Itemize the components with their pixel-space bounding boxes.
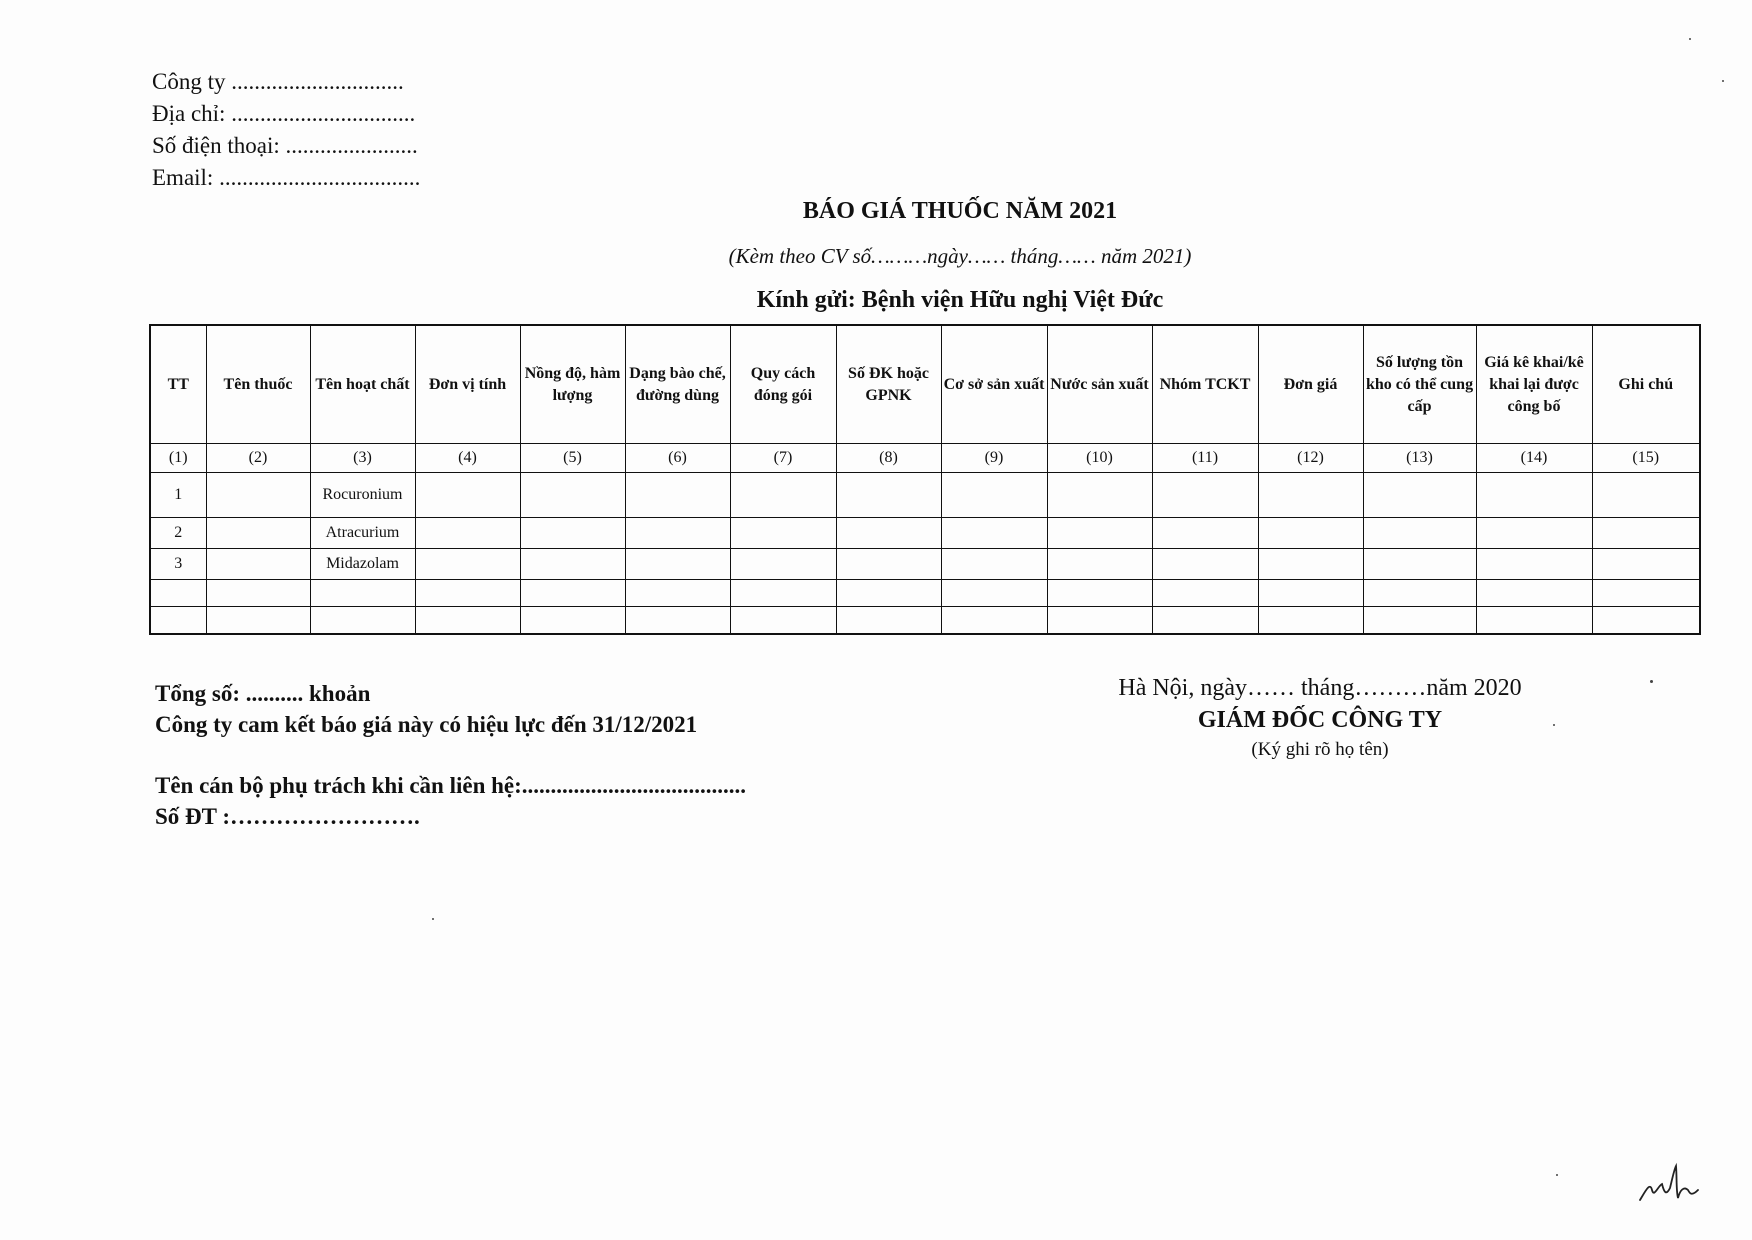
header-cell: Dạng bào chế, đường dùng <box>625 325 730 444</box>
table-cell: 2 <box>150 518 206 549</box>
table-cell <box>150 580 206 607</box>
table-cell <box>941 473 1047 518</box>
recipient-line: Kính gửi: Bệnh viện Hữu nghị Việt Đức <box>756 287 1164 313</box>
column-number-cell: (9) <box>941 444 1047 473</box>
place-date-line: Hà Nội, ngày…… tháng………năm 2020 <box>1118 675 1522 701</box>
header-cell: Đơn vị tính <box>415 325 520 444</box>
table-cell <box>836 580 941 607</box>
table-cell <box>1258 473 1363 518</box>
scan-speck <box>1553 724 1555 726</box>
table-row <box>150 607 1700 635</box>
table-cell <box>310 607 415 635</box>
table-cell <box>1152 607 1258 635</box>
header-cell: Số lượng tồn kho có thể cung cấp <box>1363 325 1476 444</box>
column-number-cell: (8) <box>836 444 941 473</box>
table-cell <box>415 518 520 549</box>
table-cell <box>941 549 1047 580</box>
column-number-cell: (7) <box>730 444 836 473</box>
table-cell <box>1592 473 1700 518</box>
table-cell <box>415 549 520 580</box>
table-row <box>150 518 1700 549</box>
header-cell: Đơn giá <box>1258 325 1363 444</box>
table-cell <box>1152 473 1258 518</box>
table-cell <box>1476 607 1592 635</box>
header-cell: TT <box>150 325 206 444</box>
initials-signature-icon <box>1636 1160 1706 1210</box>
footer-signature-block <box>1080 672 1560 764</box>
table-cell <box>1592 580 1700 607</box>
column-number-cell: (15) <box>1592 444 1700 473</box>
director-title: GIÁM ĐỐC CÔNG TY <box>1197 707 1443 733</box>
email-line: Email: ................................... <box>152 165 421 190</box>
table-cell <box>1476 580 1592 607</box>
total-items-line: Tổng số: .......... khoản <box>155 681 371 706</box>
table-cell <box>1476 549 1592 580</box>
table-cell <box>520 518 625 549</box>
table-cell <box>1258 607 1363 635</box>
table-cell <box>520 549 625 580</box>
table-cell <box>1047 580 1152 607</box>
table-cell <box>1258 580 1363 607</box>
table-cell <box>1476 518 1592 549</box>
table-cell <box>206 549 310 580</box>
table-cell <box>1047 518 1152 549</box>
table-cell <box>1047 549 1152 580</box>
header-cell: Quy cách đóng gói <box>730 325 836 444</box>
header-cell: Giá kê khai/kê khai lại được công bố <box>1476 325 1592 444</box>
column-number-cell: (10) <box>1047 444 1152 473</box>
table-cell: Rocuronium <box>310 473 415 518</box>
table-cell <box>836 473 941 518</box>
scan-speck <box>1650 680 1653 683</box>
price-quote-table <box>149 324 1701 635</box>
table-cell <box>206 580 310 607</box>
address-line: Địa chỉ: ................................ <box>152 101 416 126</box>
column-number-cell: (14) <box>1476 444 1592 473</box>
table-cell <box>1258 549 1363 580</box>
column-number-cell: (13) <box>1363 444 1476 473</box>
table-cell <box>1152 580 1258 607</box>
table-header-row <box>150 325 1700 444</box>
document-subtitle: (Kèm theo CV số………ngày…… tháng…… năm 2021) <box>728 244 1192 268</box>
table-cell <box>941 518 1047 549</box>
table-cell <box>625 607 730 635</box>
table-cell: Atracurium <box>310 518 415 549</box>
table-cell <box>730 549 836 580</box>
header-cell: Tên thuốc <box>206 325 310 444</box>
table-cell <box>520 580 625 607</box>
table-row <box>150 580 1700 607</box>
table-cell <box>206 607 310 635</box>
contact-person-line: Tên cán bộ phụ trách khi cần liên hệ:....................................... <box>155 773 747 798</box>
column-number-cell: (6) <box>625 444 730 473</box>
table-cell <box>150 607 206 635</box>
column-number-cell: (5) <box>520 444 625 473</box>
table-cell <box>415 580 520 607</box>
table-cell <box>625 518 730 549</box>
column-number-cell: (4) <box>415 444 520 473</box>
header-cell: Ghi chú <box>1592 325 1700 444</box>
column-number-cell: (11) <box>1152 444 1258 473</box>
column-number-row <box>150 444 1700 473</box>
table-cell <box>730 607 836 635</box>
table-cell <box>730 518 836 549</box>
phone-line: Số điện thoại: ....................... <box>152 133 418 158</box>
sign-note: (Ký ghi rõ họ tên) <box>1251 739 1389 760</box>
table-cell <box>1476 473 1592 518</box>
table-cell <box>836 518 941 549</box>
table-cell <box>730 580 836 607</box>
table-cell: 1 <box>150 473 206 518</box>
table-cell <box>1047 607 1152 635</box>
column-number-cell: (3) <box>310 444 415 473</box>
scan-speck <box>1722 80 1724 82</box>
table-cell <box>415 473 520 518</box>
footer-left-block <box>155 678 746 832</box>
table-cell <box>206 518 310 549</box>
column-number-cell: (12) <box>1258 444 1363 473</box>
table-cell <box>836 607 941 635</box>
header-cell: Nhóm TCKT <box>1152 325 1258 444</box>
company-info-block <box>152 66 420 194</box>
header-cell: Nồng độ, hàm lượng <box>520 325 625 444</box>
table-cell <box>206 473 310 518</box>
scan-speck <box>1556 1174 1558 1176</box>
table-row <box>150 549 1700 580</box>
scan-speck <box>432 918 434 920</box>
table-cell <box>1152 549 1258 580</box>
table-cell <box>1152 518 1258 549</box>
table-cell <box>1592 607 1700 635</box>
table-cell <box>415 607 520 635</box>
table-cell <box>1363 473 1476 518</box>
table-cell <box>1047 473 1152 518</box>
company-name-line: Công ty .............................. <box>152 69 404 94</box>
table-cell <box>1363 580 1476 607</box>
table-cell <box>836 549 941 580</box>
table-cell <box>1363 549 1476 580</box>
table-cell: 3 <box>150 549 206 580</box>
table-cell <box>1363 518 1476 549</box>
table-cell <box>941 580 1047 607</box>
table-cell <box>941 607 1047 635</box>
column-number-cell: (1) <box>150 444 206 473</box>
table-cell <box>1258 518 1363 549</box>
header-cell: Nước sản xuất <box>1047 325 1152 444</box>
header-cell: Số ĐK hoặc GPNK <box>836 325 941 444</box>
table-cell <box>625 473 730 518</box>
table-cell <box>310 580 415 607</box>
table-cell: Midazolam <box>310 549 415 580</box>
table-cell <box>1592 518 1700 549</box>
contact-phone-line: Số ĐT :……………………. <box>155 804 420 829</box>
header-cell: Cơ sở sản xuất <box>941 325 1047 444</box>
table-cell <box>1592 549 1700 580</box>
document-title: BÁO GIÁ THUỐC NĂM 2021 <box>802 198 1118 224</box>
table-cell <box>520 473 625 518</box>
table-cell <box>1363 607 1476 635</box>
table-cell <box>730 473 836 518</box>
header-cell: Tên hoạt chất <box>310 325 415 444</box>
validity-commitment-line: Công ty cam kết báo giá này có hiệu lực đến 31/12/2021 <box>155 712 698 737</box>
column-number-cell: (2) <box>206 444 310 473</box>
table-cell <box>520 607 625 635</box>
table-row <box>150 473 1700 518</box>
scan-speck <box>1689 38 1691 40</box>
table-cell <box>625 549 730 580</box>
table-cell <box>625 580 730 607</box>
